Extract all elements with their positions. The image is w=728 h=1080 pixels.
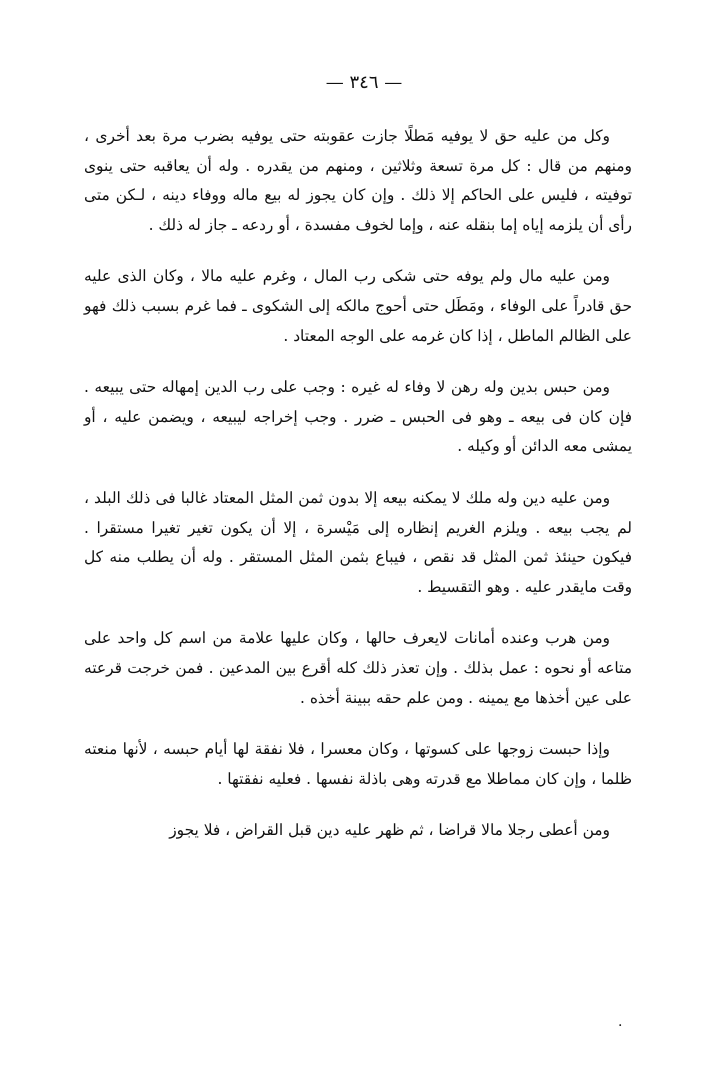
paragraph-2: ومن عليه مال ولم يوفه حتى شكى رب المال ، وغرم عليه مالا ، وكان الذى عليه حق قادراً على الوفاء ، ومَطَل حتى أحوج مالكه إلى الشكوى ـ فما غرم بسبب ذلك فهو على الظالم الماطل ، إذا كان غرمه على الوجه المعتاد . xyxy=(84,267,632,345)
paragraph-4: ومن عليه دين وله ملك لا يمكنه بيعه إلا بدون ثمن المثل المعتاد غالبا فى ذلك البلد ، لم يجب بيعه . ويلزم الغريم إنظاره إلى مَيْسرة ، إلا أن يكون تغير تغيرا مستقرا . فيكون حينئذ ثمن المثل قد نقص ، فيباع بثمن المثل المستقر . وله أن يطلب منه كل وقت مايقدر عليه . وهو التقسيط . xyxy=(84,488,632,596)
page-body-text xyxy=(84,122,632,846)
paragraph-5: ومن هرب وعنده أمانات لايعرف حالها ، وكان عليها علامة من اسم كل واحد على متاعه أو نحوه : عمل بذلك . وإن تعذر ذلك كله أقرع بين المدعين . فمن خرجت قرعته على عين أخذها مع يمينه . ومن علم حقه ببينة أخذه . xyxy=(84,629,632,707)
paragraph-7: ومن أعطى رجلا مالا قراضا ، ثم ظهر عليه دين قبل القراض ، فلا يجوز xyxy=(169,821,610,840)
paragraph-1: وكل من عليه حق لا يوفيه مَطلًا جازت عقوبته حتى يوفيه بضرب مرة بعد أخرى ، ومنهم من قال : كل مرة تسعة وثلاثين ، ومنهم من يقدره . وله أن يعاقبه حتى ينوى توفيته ، فليس على الحاكم إلا ذلك . وإن كان يجوز له بيع ماله ووفاء دينه ، لـكن متى رأى أن يلزمه إياه إما بنقله عنه ، وإما لخوف مفسدة ، أو ردعه ـ جاز له ذلك . xyxy=(84,127,632,234)
paragraph-3: ومن حبس بدين وله رهن لا وفاء له غيره : وجب على رب الدين إمهاله حتى يبيعه . فإن كان فى بيعه ـ وهو فى الحبس ـ ضرر . وجب إخراجه ليبيعه ، ويضمن عليه ، أو يمشى معه الدائن أو وكيله . xyxy=(84,378,632,456)
page-number: — ٣٤٦ — xyxy=(325,72,403,93)
stray-print-mark: · xyxy=(618,1018,623,1034)
paragraph-6: وإذا حبست زوجها على كسوتها ، وكان معسرا ، فلا نفقة لها أيام حبسه ، لأنها منعته ظلما ، وإن كان مماطلا مع قدرته وهى باذلة نفسها . فعليه نفقتها . xyxy=(84,740,632,788)
